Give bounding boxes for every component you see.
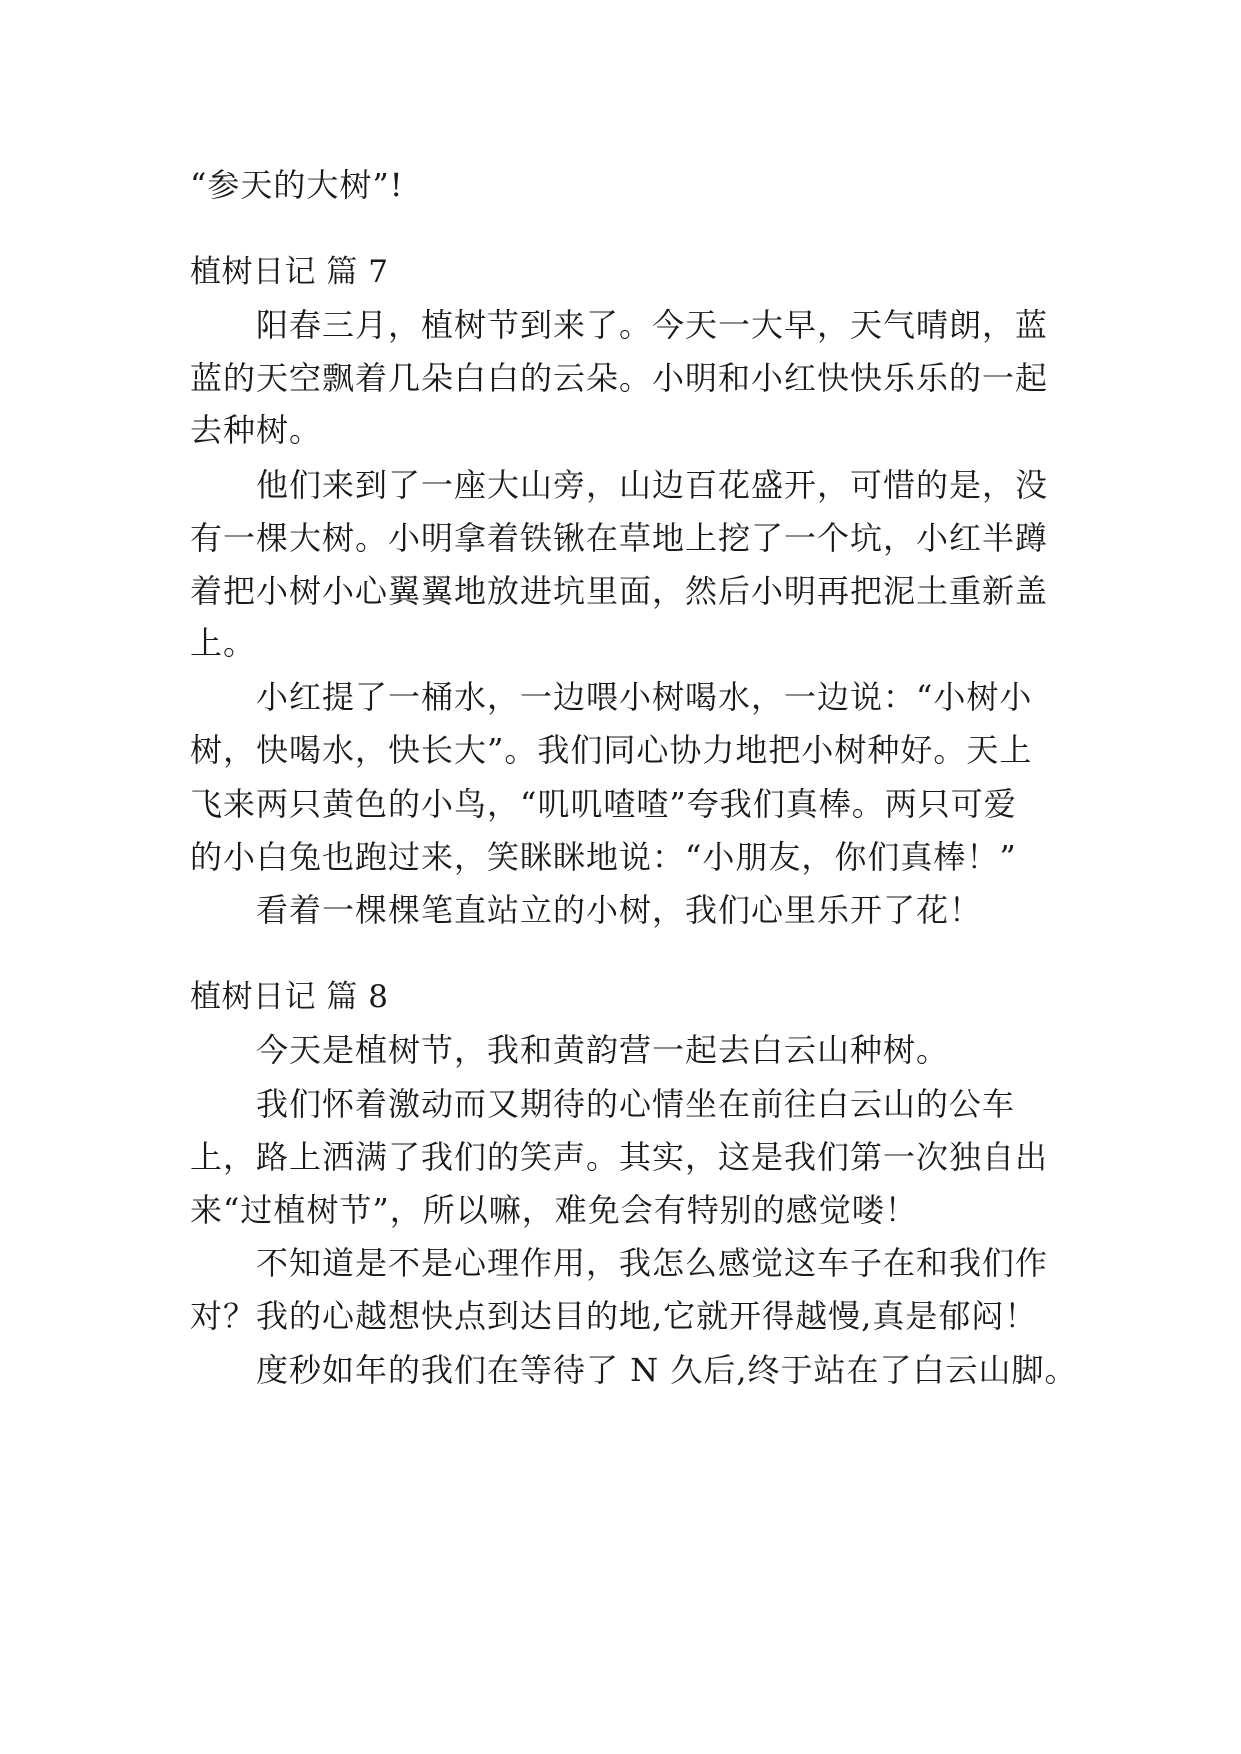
text-line: 着把小树小心翼翼地放进坑里面，然后小明再把泥土重新盖 [190, 572, 1049, 610]
text-line: 我们怀着激动而又期待的心情坐在前往白云山的公车 [256, 1085, 1016, 1123]
text-line: 看着一棵棵笔直站立的小树，我们心里乐开了花！ [256, 891, 983, 929]
text-line: 今天是植树节，我和黄韵营一起去白云山种树。 [256, 1031, 950, 1069]
text-line: 上。 [190, 624, 257, 662]
text-line: “参天的大树”! [190, 166, 404, 204]
text-line: 小红提了一桶水，一边喂小树喝水，一边说：“小树小 [256, 678, 1033, 716]
text-line: 有一棵大树。小明拿着铁锹在草地上挖了一个坑，小红半蹲 [190, 519, 1049, 557]
text-line: 度秒如年的我们在等待了 N 久后,终于站在了白云山脚。 [256, 1351, 1078, 1389]
text-line: 阳春三月，植树节到来了。今天一大早，天气晴朗，蓝 [256, 306, 1049, 344]
text-line: 蓝的天空飘着几朵白白的云朵。小明和小红快快乐乐的一起 [190, 359, 1049, 397]
text-line: 对？我的心越想快点到达目的地,它就开得越慢,真是郁闷！ [190, 1297, 1038, 1335]
text-line: 去种树。 [190, 411, 323, 449]
text-line: 上，路上洒满了我们的笑声。其实，这是我们第一次独自出 [190, 1138, 1049, 1176]
text-line: 他们来到了一座大山旁，山边百花盛开，可惜的是，没 [256, 466, 1049, 504]
text-line: 的小白兔也跑过来，笑眯眯地说：“小朋友，你们真棒！” [190, 838, 1017, 876]
text-line: 树，快喝水，快长大”。我们同心协力地把小树种好。天上 [190, 731, 1033, 769]
text-line: 不知道是不是心理作用，我怎么感觉这车子在和我们作 [256, 1244, 1049, 1282]
text-line: 来“过植树节”，所以嘛，难免会有特别的感觉喽！ [190, 1191, 918, 1229]
section-heading-8: 植树日记 篇 8 [190, 979, 389, 1015]
section-heading-7: 植树日记 篇 7 [190, 254, 389, 290]
text-line: 飞来两只黄色的小鸟，“叽叽喳喳”夸我们真棒。两只可爱 [190, 785, 1017, 823]
